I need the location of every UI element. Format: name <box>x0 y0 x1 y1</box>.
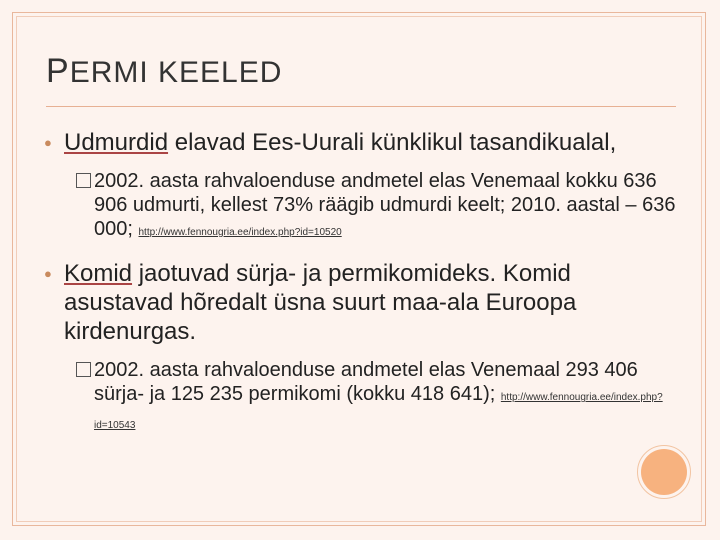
sub-bullet-komid <box>44 358 684 438</box>
slide-title <box>46 52 282 91</box>
bullet-list <box>44 128 684 452</box>
bullet-keyword: Komid <box>64 260 133 287</box>
bullet-marker-icon: ● <box>44 135 52 150</box>
title-rest: ERMI KEELED <box>69 56 283 89</box>
square-bullet-icon <box>76 362 91 377</box>
title-divider <box>46 106 676 107</box>
sub-bullet-text: 2002. aasta rahvaloenduse andmetel elas Venemaal kokku 636 906 udmurti, kellest 73% räägib udmurdi keelt; 2010. aastal – 636 000; <box>94 170 676 240</box>
square-bullet-icon <box>76 173 91 188</box>
sub-bullet-udmurdid <box>44 169 684 245</box>
bullet-komid <box>44 259 684 346</box>
sub-bullet-text: 2002. aasta rahvaloenduse andmetel elas Venemaal 293 406 sürja- ja 125 235 permikomi (kokku 418 641); <box>94 359 638 405</box>
title-initial: P <box>46 52 70 90</box>
bullet-udmurdid <box>44 128 684 157</box>
bullet-text: jaotuvad sürja- ja permikomideks. Komid asustavad hõredalt üsna suurt maa-ala Euroopa kirdenurgas. <box>64 260 577 345</box>
bullet-marker-icon: ● <box>44 266 52 281</box>
source-link[interactable]: http://www.fennougria.ee/index.php?id=10543 <box>94 392 663 431</box>
bullet-keyword: Udmurdid <box>64 129 169 156</box>
source-link[interactable]: http://www.fennougria.ee/index.php?id=10520 <box>138 227 342 238</box>
decorative-circle <box>641 449 687 495</box>
bullet-text: elavad Ees-Uurali künklikul tasandikualal, <box>168 129 617 156</box>
